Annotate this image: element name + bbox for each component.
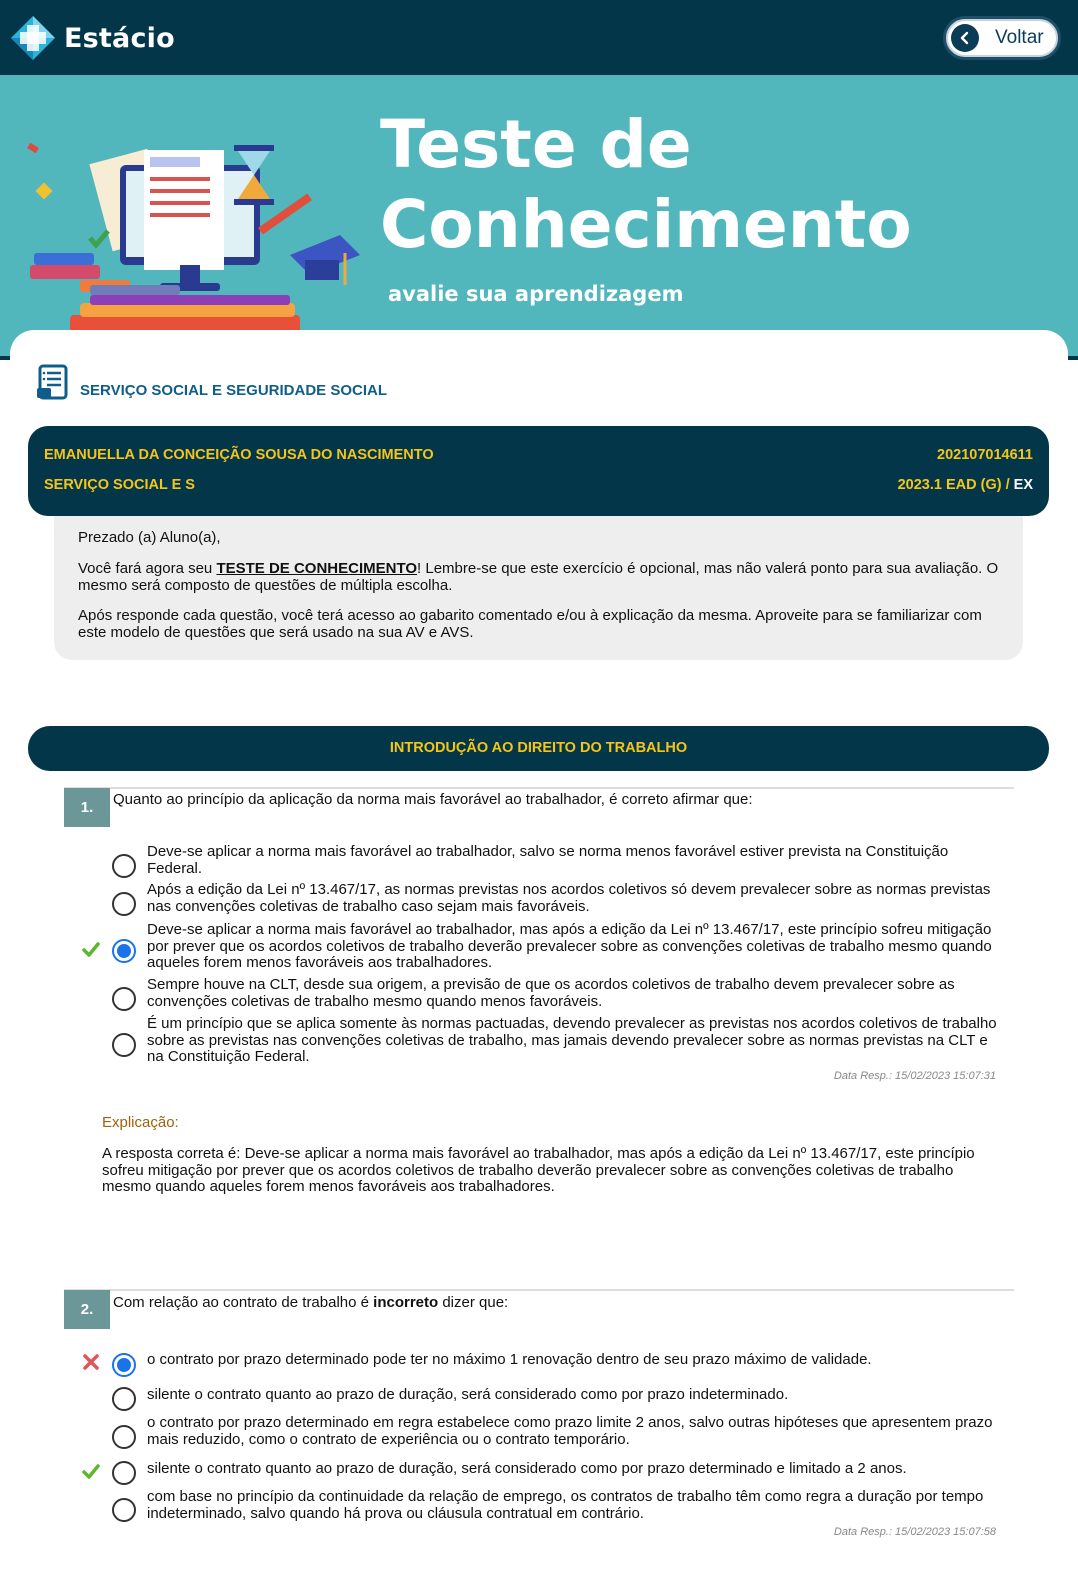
chevron-left-icon (951, 24, 979, 52)
option-text: Após a edição da Lei nº 13.467/17, as normas previstas nos acordos coletivos só devem prevalecer sobre as normas previstas nas convenções coletivas de trabalho caso sejam mais favoráveis. (147, 881, 991, 915)
radio-button[interactable] (112, 1461, 136, 1485)
mode-value: EX (1013, 477, 1033, 493)
hero-title-line1: Teste de (380, 106, 692, 183)
response-date: Data Resp.: 15/02/2023 15:07:31 (833, 1070, 996, 1082)
study-illustration (20, 135, 360, 355)
radio-button[interactable] (112, 987, 136, 1011)
question-divider (64, 1289, 1014, 1291)
notice-p1-before: Você fará agora seu (78, 560, 217, 577)
notice-paragraph-2: Após responde cada questão, você terá acesso ao gabarito comentado e/ou à explicação da mesma. Aproveite para se familiarizar com este modelo de questões que será usado na sua AV e AVS. (78, 607, 982, 641)
student-course: SERVIÇO SOCIAL E S (44, 477, 195, 493)
explanation-label: Explicação: (102, 1114, 179, 1131)
top-bar (0, 0, 1078, 75)
check-icon (82, 940, 100, 958)
notice-p1-after: ! Lembre-se que este exercício é opcional, mas não valerá ponto para sua avaliação. O mesmo será composto de questões de múltipla escolha. (78, 560, 999, 594)
estacio-logo[interactable] (10, 15, 175, 61)
radio-button[interactable] (112, 854, 136, 878)
question-number: 1. (64, 788, 110, 827)
option-text: Deve-se aplicar a norma mais favorável ao trabalhador, mas após a edição da Lei nº 13.467/17, este princípio sofreu mitigação por prever que os acordos coletivos de trabalho deverão prevalecer sobre as convenções coletivas de trabalho mesmo quando aqueles forem menos favoráveis aos trabalhadores. (147, 921, 992, 971)
question-divider (64, 787, 1014, 789)
option-text: o contrato por prazo determinado pode ter no máximo 1 renovação dentro de seu prazo máximo de validade. (147, 1351, 872, 1368)
question-text-before: Com relação ao contrato de trabalho é (113, 1294, 374, 1311)
course-name: SERVIÇO SOCIAL E SEGURIDADE SOCIAL (80, 382, 387, 399)
notice-greeting: Prezado (a) Aluno(a), (78, 529, 221, 546)
question-text (113, 1294, 508, 1311)
option-text: com base no princípio da continuidade da relação de emprego, os contratos de trabalho têm como regra a duração por tempo indeterminado, salvo quando há prova ou cláusula contratual em contrário. (147, 1488, 984, 1522)
radio-button[interactable] (112, 1033, 136, 1057)
logo-text: Estácio (64, 22, 175, 54)
notice-p1-bold: TESTE DE CONHECIMENTO (216, 560, 418, 577)
period-separator: / (1005, 477, 1010, 493)
notice-paragraph-1 (78, 560, 999, 594)
radio-button[interactable] (112, 1498, 136, 1522)
student-period (898, 477, 1033, 493)
section-title: INTRODUÇÃO AO DIREITO DO TRABALHO (28, 726, 1049, 771)
question-text-after: dizer que: (438, 1294, 509, 1311)
option-text: É um princípio que se aplica somente às normas pactuadas, devendo prevalecer as previstas nos acordos coletivos de trabalho sobre as previstas nas convenções coletivas de trabalho, mas jamais devendo prevalecer sobre as normas previstas na CLT e na Constituição Federal. (147, 1015, 997, 1065)
option-text: silente o contrato quanto ao prazo de duração, será considerado como por prazo determinado e limitado a 2 anos. (147, 1460, 907, 1477)
radio-button-selected[interactable] (112, 939, 136, 963)
check-icon (82, 1462, 100, 1480)
radio-button[interactable] (112, 892, 136, 916)
hero-subtitle: avalie sua aprendizagem (388, 282, 684, 306)
student-name: EMANUELLA DA CONCEIÇÃO SOUSA DO NASCIMENTO (44, 447, 434, 463)
back-button[interactable] (943, 16, 1061, 60)
option-text: o contrato por prazo determinado em regra estabelece como prazo limite 2 anos, salvo outras hipóteses que apresentem prazo mais reduzido, como o contrato de experiência ou o contrato temporário. (147, 1414, 993, 1448)
hero-title (380, 105, 980, 265)
back-button-label: Voltar (995, 27, 1044, 48)
document-list-icon (37, 364, 71, 400)
radio-button-selected[interactable] (112, 1353, 136, 1377)
option-text: Deve-se aplicar a norma mais favorável ao trabalhador, salvo se norma menos favorável estiver prevista na Constituição Federal. (147, 843, 949, 877)
hero-title-line2: Conhecimento (380, 186, 912, 263)
student-info-box (28, 426, 1049, 516)
student-id: 202107014611 (937, 447, 1033, 463)
period-value: 2023.1 EAD (G) (897, 477, 1002, 493)
question-number: 2. (64, 1290, 110, 1329)
estacio-diamond-icon (10, 15, 56, 61)
radio-button[interactable] (112, 1425, 136, 1449)
option-text: Sempre houve na CLT, desde sua origem, a previsão de que os acordos coletivos de trabalho devem prevalecer sobre as convenções coletivas de trabalho mesmo quando menos favoráveis. (147, 976, 955, 1010)
question-text-bold: incorreto (373, 1294, 439, 1311)
instructions-notice (54, 500, 1023, 660)
response-date: Data Resp.: 15/02/2023 15:07:58 (833, 1526, 996, 1538)
explanation-text: A resposta correta é: Deve-se aplicar a norma mais favorável ao trabalhador, mas após a edição da Lei nº 13.467/17, este princípio sofreu mitigação por prever que os acordos coletivos de trabalho deverão prevalecer sobre as convenções coletivas de trabalho mesmo quando aqueles forem menos favoráveis aos trabalhadores. (102, 1145, 975, 1195)
radio-button[interactable] (112, 1387, 136, 1411)
hero-banner (0, 75, 1078, 360)
question-text: Quanto ao princípio da aplicação da norma mais favorável ao trabalhador, é correto afirmar que: (113, 791, 753, 808)
x-icon (82, 1353, 100, 1371)
option-text: silente o contrato quanto ao prazo de duração, será considerado como por prazo indeterminado. (147, 1386, 789, 1403)
